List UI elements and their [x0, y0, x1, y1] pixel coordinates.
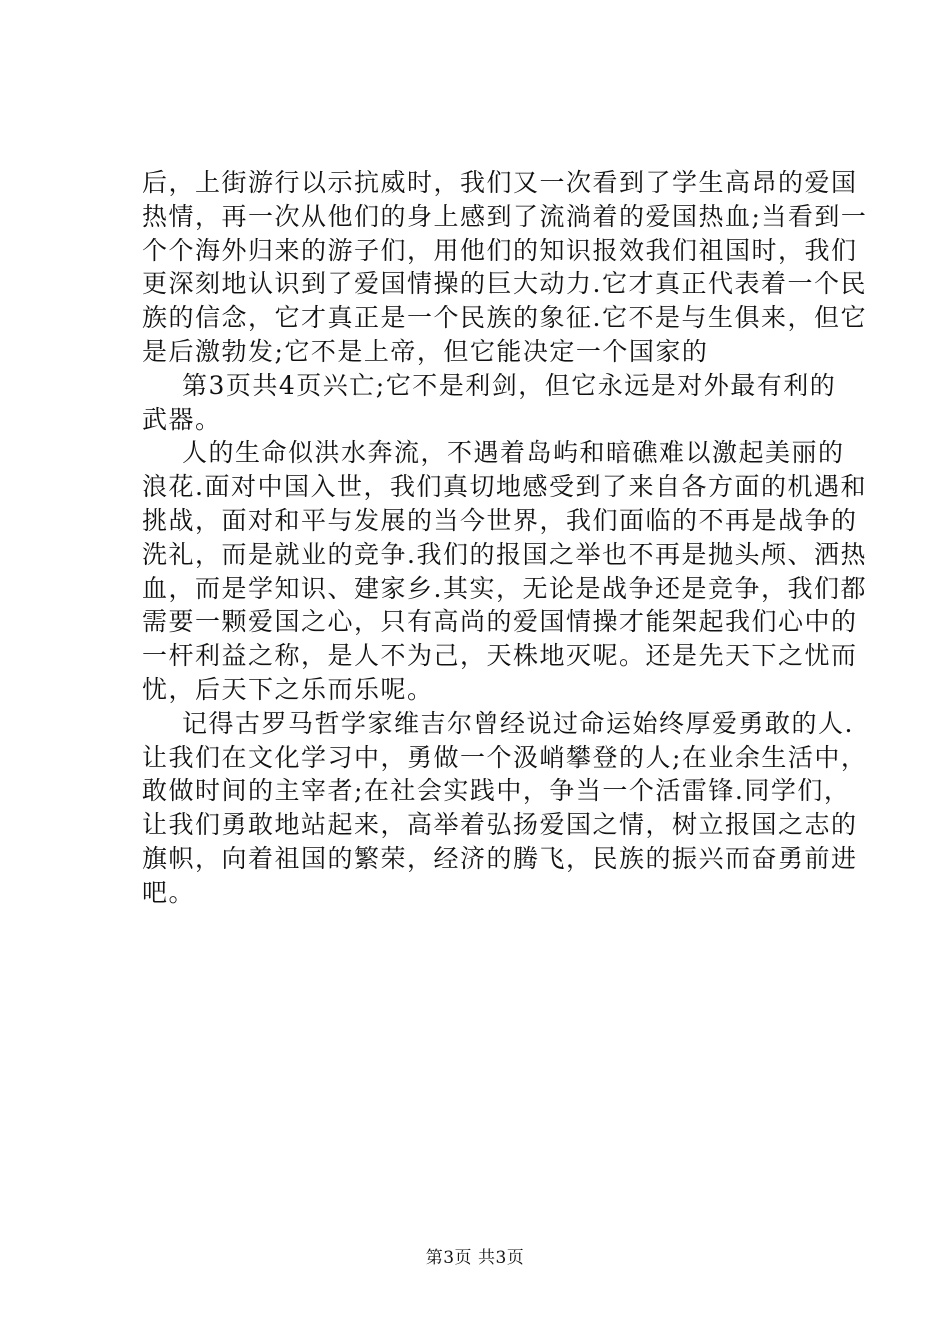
paragraph-1-line-6: 是后激勃发;它不是上帝，但它能决定一个国家的 [142, 336, 709, 366]
paragraph-4-line-5: 旗帜，向着祖国的繁荣，经济的腾飞，民族的振兴而奋勇前进 [142, 843, 858, 873]
paragraph-1-line-3: 个个海外归来的游子们，用他们的知识报效我们祖国时，我们 [142, 235, 858, 265]
paragraph-1-line-1: 后，上街游行以示抗威时，我们又一次看到了学生高昂的爱国 [142, 168, 858, 197]
paragraph-3-line-5: 血，而是学知识、建家乡.其实，无论是战争还是竞争，我们都 [142, 573, 867, 603]
paragraph-4-line-1: 记得古罗马哲学家维吉尔曾经说过命运始终厚爱勇敢的人. [182, 708, 854, 738]
paragraph-4-line-4: 让我们勇敢地站起来，高举着弘扬爱国之情，树立报国之志的 [142, 810, 858, 840]
page-number-label: 第3页 共3页 [425, 1248, 525, 1268]
paragraph-3-line-2: 浪花.面对中国入世，我们真切地感受到了来自各方面的机遇和 [142, 472, 867, 502]
paragraph-4-line-2: 让我们在文化学习中，勇做一个汲峭攀登的人;在业余生活中， [142, 742, 868, 772]
paragraph-3-line-4: 洗礼，而是就业的竞争.我们的报国之举也不再是抛头颅、洒热 [142, 539, 867, 569]
paragraph-1-line-5: 族的信念，它才真正是一个民族的象征.它不是与生俱来，但它 [142, 303, 867, 333]
document-body [142, 166, 868, 910]
page-footer [0, 1243, 950, 1268]
paragraph-4-line-6: 吧。 [142, 877, 196, 907]
paragraph-1-line-4: 更深刻地认识到了爱国情操的巨大动力.它才真正代表着一个民 [142, 269, 867, 299]
paragraph-3-line-8: 忧，后天下之乐而乐呢。 [142, 674, 434, 704]
paragraph-4-line-3: 敢做时间的主宰者;在社会实践中，争当一个活雷锋.同学们， [142, 776, 851, 806]
paragraph-3-line-1: 人的生命似洪水奔流，不遇着岛屿和暗礁难以激起美丽的 [182, 438, 845, 468]
paragraph-2-line-2: 武器。 [142, 404, 222, 434]
paragraph-2-line-1: 第3页共4页兴亡;它不是利剑，但它永远是对外最有利的 [182, 370, 837, 400]
paragraph-3-line-3: 挑战，面对和平与发展的当今世界，我们面临的不再是战争的 [142, 505, 858, 535]
paragraph-3-line-6: 需要一颗爱国之心，只有高尚的爱国情操才能架起我们心中的 [142, 607, 858, 637]
paragraph-3-line-7: 一杆利益之称，是人不为己，天株地灭呢。还是先天下之忧而 [142, 641, 858, 671]
paragraph-1-line-2: 热情，再一次从他们的身上感到了流淌着的爱国热血;当看到一 [142, 201, 868, 231]
